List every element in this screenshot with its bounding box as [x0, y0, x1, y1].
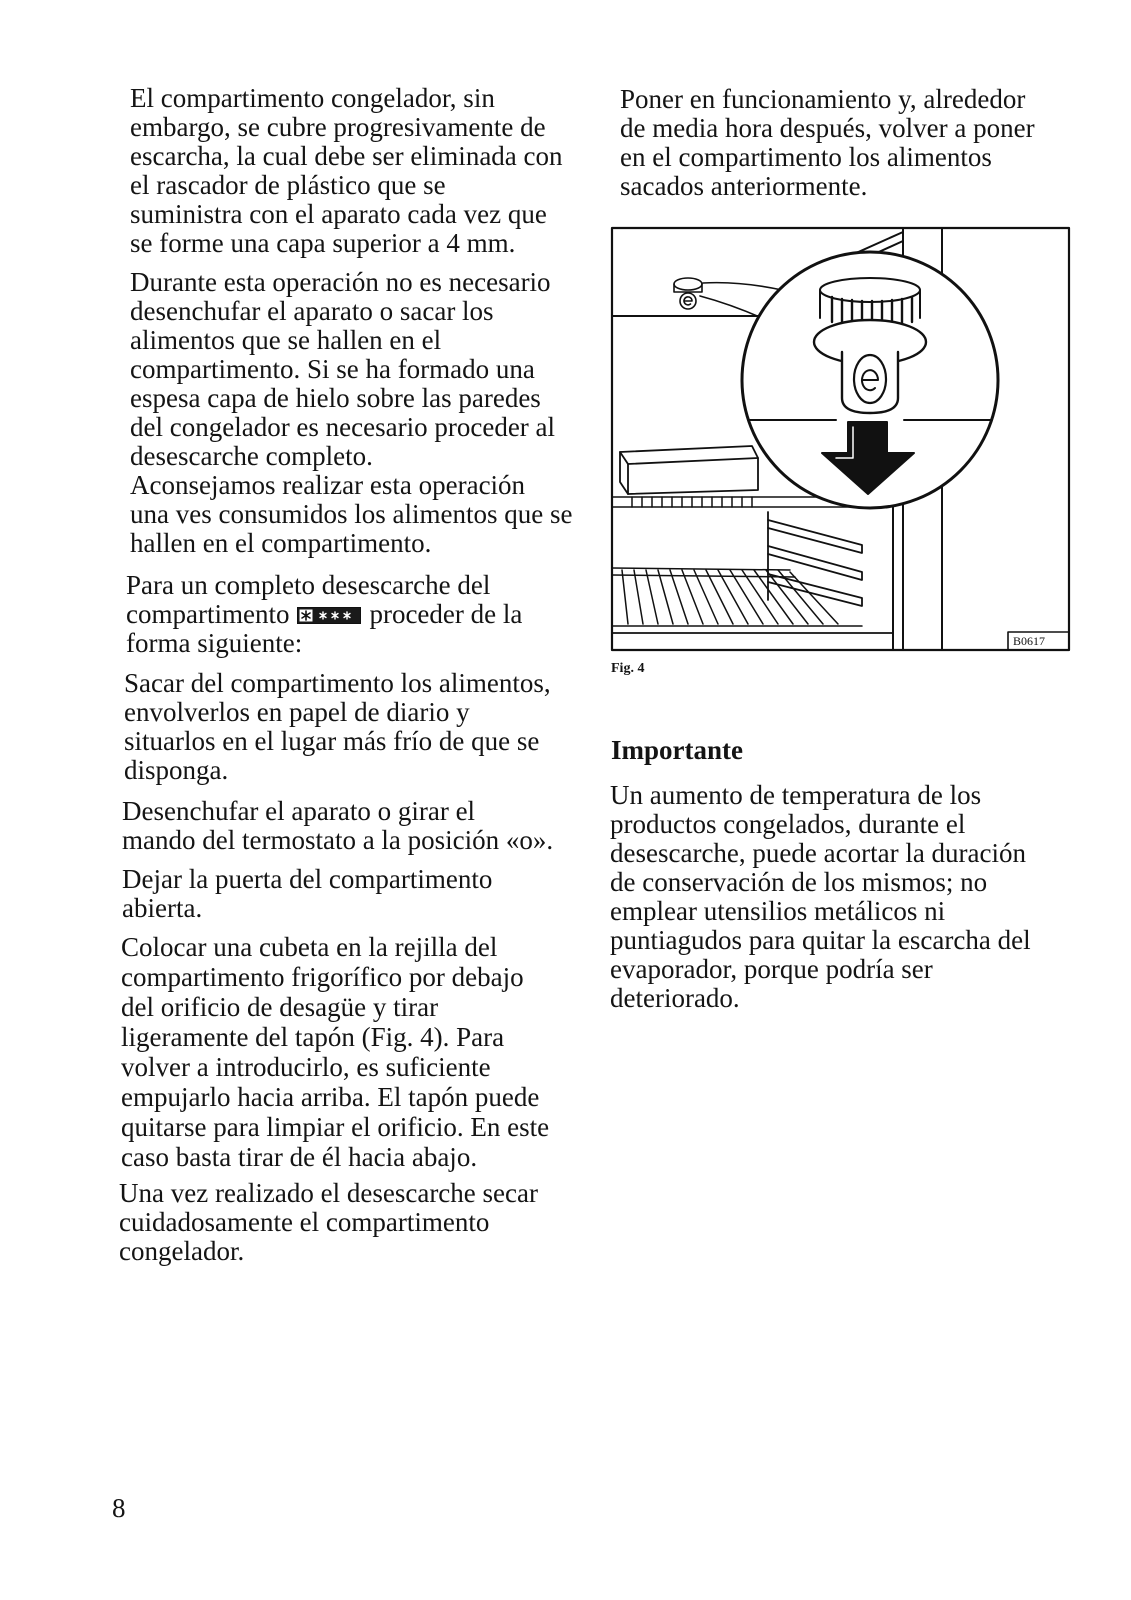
paragraph-dry — [119, 1179, 538, 1266]
text-segment: proceder de la — [369, 599, 523, 629]
text-line: Un aumento de temperatura de los — [610, 780, 982, 810]
text-line: del congelador es necesario proceder al — [130, 412, 556, 442]
text-line: desescarche, puede acortar la duración — [610, 838, 1027, 868]
text-line: alimentos que se hallen en el — [130, 325, 442, 355]
drain-plug-icon — [674, 278, 702, 309]
paragraph-unplug — [122, 797, 553, 855]
text-line: de conservación de los mismos; no — [610, 867, 988, 897]
text-line: caso basta tirar de él hacia abajo. — [121, 1142, 478, 1172]
page-number: 8 — [112, 1493, 126, 1523]
text-line: compartimento. Si se ha formado una — [130, 354, 535, 384]
paragraph-operation — [130, 268, 572, 558]
text-line: emplear utensilios metálicos ni — [610, 896, 946, 926]
text-line: mando del termostato a la posición «o». — [122, 825, 554, 855]
text-line: disponga. — [124, 755, 229, 785]
text-line: puntiagudos para quitar la escarcha del — [610, 925, 1031, 955]
text-line: compartimento frigorífico por debajo — [121, 962, 524, 992]
text-line: se forme una capa superior a 4 mm. — [130, 228, 516, 258]
text-line: desescarche completo. — [130, 441, 373, 471]
text-line — [126, 600, 522, 629]
text-line: volver a introducirlo, es suficiente — [121, 1052, 491, 1082]
text-line: congelador. — [119, 1236, 245, 1266]
text-line: Para un completo desescarche del — [126, 570, 491, 600]
text-line: embargo, se cubre progresivamente de — [130, 112, 546, 142]
text-line: envolverlos en papel de diario y — [124, 697, 470, 727]
text-line: una ves consumidos los alimentos que se — [130, 499, 573, 529]
text-line: abierta. — [122, 893, 203, 923]
text-line: Colocar una cubeta en la rejilla del — [121, 932, 498, 962]
text-line: ligeramente del tapón (Fig. 4). Para — [121, 1022, 505, 1052]
text-line: productos congelados, durante el — [610, 809, 966, 839]
text-line: quitarse para limpiar el orificio. En este — [121, 1112, 550, 1142]
paragraph-drain — [121, 932, 549, 1172]
text-line: forma siguiente: — [126, 628, 303, 658]
text-line: espesa capa de hielo sobre las paredes — [130, 383, 541, 413]
text-line: de media hora después, volver a poner — [620, 113, 1035, 143]
paragraph-defrost-intro — [126, 571, 522, 658]
text-line: Aconsejamos realizar esta operación — [130, 470, 526, 500]
ice-tray — [620, 446, 758, 494]
figure-4-drain-plug-diagram — [604, 222, 1076, 656]
text-line: Durante esta operación no es necesario — [130, 267, 551, 297]
text-line: Sacar del compartimento los alimentos, — [124, 668, 551, 698]
text-line: escarcha, la cual debe ser eliminada con — [130, 141, 563, 171]
paragraph-important — [610, 781, 1031, 1013]
text-line: Poner en funcionamiento y, alrededor — [620, 84, 1026, 114]
freezer-star-icon — [297, 607, 361, 624]
text-line: deteriorado. — [610, 983, 740, 1013]
figure-code-label: B0617 — [1013, 634, 1046, 648]
text-line: situarlos en el lugar más frío de que se — [124, 726, 540, 756]
important-heading: Importante — [611, 735, 743, 765]
text-line: en el compartimento los alimentos — [620, 142, 992, 172]
text-line: Dejar la puerta del compartimento — [122, 864, 493, 894]
figure-caption: Fig. 4 — [611, 661, 645, 676]
text-line: hallen en el compartimento. — [130, 528, 432, 558]
paragraph-remove-food — [124, 669, 551, 785]
text-line: Desenchufar el aparato o girar el — [122, 796, 476, 826]
paragraph-restart — [620, 85, 1035, 201]
text-line: desenchufar el aparato o sacar los — [130, 296, 494, 326]
text-line: el rascador de plástico que se — [130, 170, 446, 200]
text-line: evaporador, porque podría ser — [610, 954, 933, 984]
text-line: sacados anteriormente. — [620, 171, 868, 201]
text-line: del orificio de desagüe y tirar — [121, 992, 439, 1022]
text-line: cuidadosamente el compartimento — [119, 1207, 490, 1237]
paragraph-frost — [130, 84, 563, 258]
text-line: empujarlo hacia arriba. El tapón puede — [121, 1082, 540, 1112]
text-segment: compartimento — [126, 599, 290, 629]
text-line: El compartimento congelador, sin — [130, 83, 495, 113]
text-line: Una vez realizado el desescarche secar — [119, 1178, 538, 1208]
paragraph-door — [122, 865, 492, 923]
text-line: suministra con el aparato cada vez que — [130, 199, 547, 229]
